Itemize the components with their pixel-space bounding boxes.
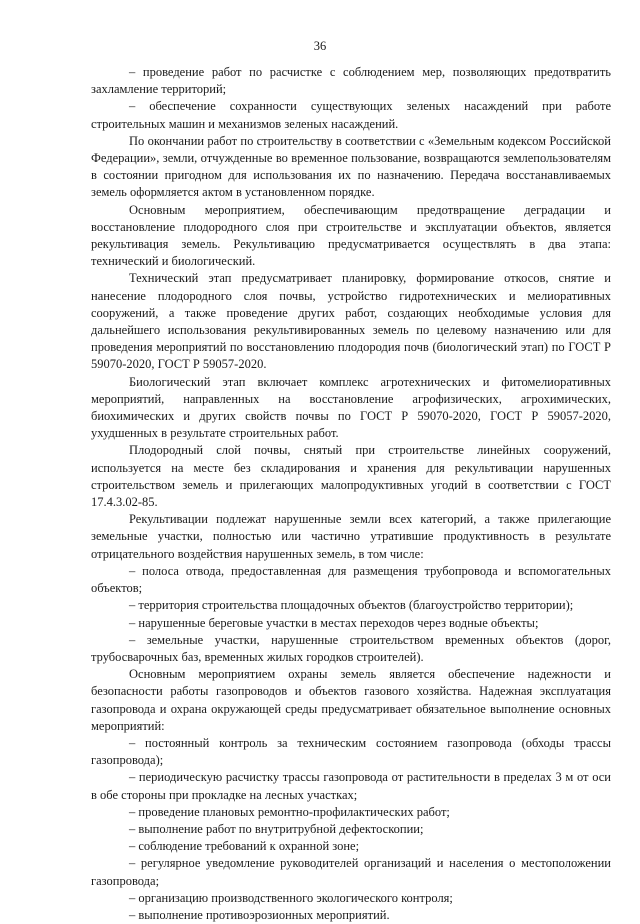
- paragraph: – выполнение работ по внутритрубной дефектоскопии;: [129, 821, 424, 836]
- paragraph: Плодородный слой почвы, снятый при строительстве линейных сооружений, используется на месте без складирования и хранения для рекультивации нарушенных строительством земель и прилегающих малопродуктивных угодий в соответствии с ГОСТ 17.4.3.02-85.: [91, 443, 611, 510]
- paragraph: – территория строительства площадочных объектов (благоустройство территории);: [129, 598, 574, 613]
- paragraph: Технический этап предусматривает планировку, формирование откосов, снятие и нанесение плодородного слоя почвы, устройство гидротехнических и мелиоративных сооружений, а также проведение других работ, создающих необходимые условия для дальнейшего использования рекультивированных земель по целевому назначению или для проведения мероприятий по восстановлению плодородия почв (биологический этап) по ГОСТ Р 59070-2020, ГОСТ Р 59057-2020.: [91, 271, 611, 372]
- paragraph: Рекультивации подлежат нарушенные земли всех категорий, а также прилегающие земельные участки, полностью или частично утратившие продуктивность в результате отрицательного воздействия нарушенных земель, в том числе:: [91, 512, 611, 561]
- paragraph: Основным мероприятием охраны земель является обеспечение надежности и безопасности работы газопроводов и объектов газового хозяйства. Надежная эксплуатация газопровода и охрана окружающей среды предусматривает обязательное выполнение основных мероприятий:: [91, 667, 611, 733]
- paragraph: По окончании работ по строительству в соответствии с «Земельным кодексом Российской Федерации», земли, отчужденные во временное пользование, возвращаются землепользователям в состоянии пригодном для использования их по назначению. Передача восстанавливаемых земель оформляется актом в установленном порядке.: [91, 133, 611, 200]
- paragraph: Основным мероприятием, обеспечивающим предотвращение деградации и восстановление плодородного слоя при строительстве и эксплуатации объектов, является рекультивация земель. Рекультивацию предусматривается осуществлять в два этапа: технический и биологический.: [91, 202, 611, 269]
- paragraph: – нарушенные береговые участки в местах переходов через водные объекты;: [129, 615, 539, 630]
- paragraph: – соблюдение требований к охранной зоне;: [129, 839, 360, 854]
- paragraph: – постоянный контроль за техническим состоянием газопровода (обходы трассы газопровода);: [91, 735, 611, 768]
- paragraph: Биологический этап включает комплекс агротехнических и фитомелиоративных мероприятий, направленных на восстановление агрофизических, агрохимических, биохимических и других свойств почвы по ГОСТ Р 59070-2020, ГОСТ Р 59057-2020, ухудшенных в результате строительных работ.: [91, 374, 611, 441]
- paragraph: – проведение плановых ремонтно-профилактических работ;: [129, 804, 450, 819]
- paragraph: – проведение работ по расчистке с соблюдением мер, позволяющих предотвратить захламление территорий;: [91, 65, 611, 97]
- paragraph: – периодическую расчистку трассы газопровода от растительности в пределах 3 м от оси в обе стороны при прокладке на лесных участках;: [91, 770, 611, 802]
- paragraph: – регулярное уведомление руководителей организаций и населения о местоположении газопровода;: [91, 856, 611, 888]
- page-number: 36: [313, 39, 327, 53]
- paragraph: – обеспечение сохранности существующих зеленых насаждений при работе строительных машин и механизмов зеленых насаждений.: [91, 99, 611, 131]
- paragraph: – выполнение противоэрозионных мероприятий.: [129, 907, 390, 922]
- paragraph: – земельные участки, нарушенные строительством временных объектов (дорог, трубосварочных баз, временных жилых городков строителей).: [91, 632, 611, 664]
- paragraph: – организацию производственного экологического контроля;: [129, 890, 453, 905]
- document-body: [91, 64, 611, 924]
- paragraph: – полоса отвода, предоставленная для размещения трубопровода и вспомогательных объектов;: [91, 563, 611, 596]
